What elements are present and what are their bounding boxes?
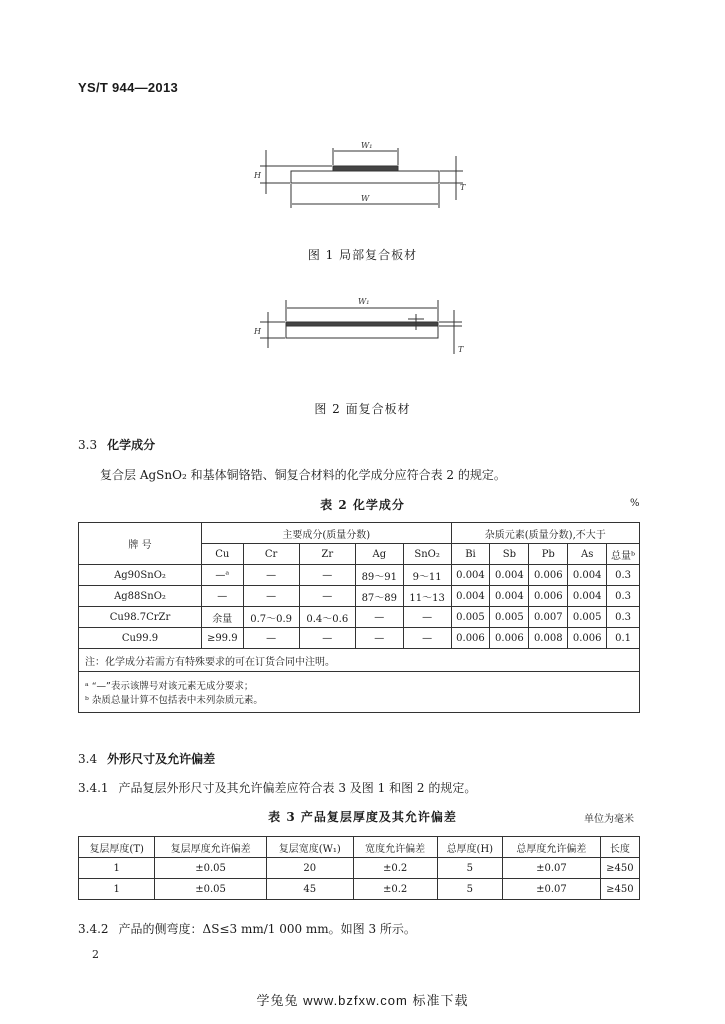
table-cell: ≥450	[600, 858, 639, 879]
table-cell: —	[355, 607, 403, 628]
fig1-h-label: H	[254, 171, 261, 180]
table-cell: ±0.2	[353, 858, 437, 879]
table-cell: ±0.07	[503, 879, 601, 900]
table-cell: 0.005	[490, 607, 529, 628]
table-cell: 20	[266, 858, 353, 879]
table-cell: Ag88SnO₂	[79, 586, 202, 607]
fig2-t-label: T	[458, 345, 464, 354]
table-cell: ±0.07	[503, 858, 601, 879]
table-cell: —	[202, 586, 244, 607]
t3-header-h-tol: 总厚度允许偏差	[503, 837, 601, 858]
table-cell: 0.004	[490, 565, 529, 586]
table-cell: ≥450	[600, 879, 639, 900]
table-cell: 5	[437, 858, 502, 879]
table-2-chemical-composition	[78, 522, 640, 713]
table-cell: Cu98.7CrZr	[79, 607, 202, 628]
table-cell: 0.7～0.9	[243, 607, 299, 628]
t2-note: 注：化学成分若需方有特殊要求的可在订货合同中注明。	[79, 649, 640, 672]
table-cell: 0.3	[607, 586, 640, 607]
t2-impurity-header: 杂质元素(质量分数),不大于	[451, 523, 639, 544]
table-cell: 0.006	[529, 586, 568, 607]
table-2-title: 表 2 化学成分	[320, 498, 405, 512]
table-3-unit: 单位为毫米	[584, 814, 634, 825]
table-cell: 0.006	[451, 628, 490, 649]
table-row	[79, 628, 640, 649]
table-cell: 0.1	[607, 628, 640, 649]
table-cell: ±0.2	[353, 879, 437, 900]
table-cell: Ag90SnO₂	[79, 565, 202, 586]
table-cell: 0.008	[529, 628, 568, 649]
t3-header-length: 长度	[600, 837, 639, 858]
t2-col-sno2: SnO₂	[403, 544, 451, 565]
table-cell: 0.3	[607, 565, 640, 586]
t2-col-as: As	[568, 544, 607, 565]
table-cell: 87～89	[355, 586, 403, 607]
t3-header-h: 总厚度(H)	[437, 837, 502, 858]
table-cell: 0.006	[529, 565, 568, 586]
table-3-title: 表 3 产品复层厚度及其允许偏差	[268, 810, 457, 824]
t2-col-bi: Bi	[451, 544, 490, 565]
t2-brand-header: 牌 号	[79, 523, 202, 565]
table-cell: —	[299, 586, 355, 607]
table-cell: —	[243, 565, 299, 586]
table-cell: 1	[79, 858, 155, 879]
table-cell: —	[243, 586, 299, 607]
page-number: 2	[92, 948, 99, 961]
table-cell: —	[299, 565, 355, 586]
t3-header-w-tol: 宽度允许偏差	[353, 837, 437, 858]
table-cell: 0.004	[568, 586, 607, 607]
table-cell: 余量	[202, 607, 244, 628]
table-cell: 5	[437, 879, 502, 900]
fig1-w1-label: W₁	[361, 141, 373, 150]
table-row	[79, 565, 640, 586]
table-cell: 45	[266, 879, 353, 900]
fig2-w1-label: W₁	[358, 297, 370, 306]
table-cell: ≥99.9	[202, 628, 244, 649]
fig2-h-label: H	[254, 327, 261, 336]
table-cell: 0.4～0.6	[299, 607, 355, 628]
table-cell: 0.004	[451, 565, 490, 586]
table-cell: 0.005	[451, 607, 490, 628]
table-cell: 0.004	[451, 586, 490, 607]
section-3-4-1: 3.4.1 产品复层外形尺寸及其允许偏差应符合表 3 及图 1 和图 2 的规定。	[78, 781, 477, 795]
table-cell: 0.004	[490, 586, 529, 607]
t3-header-t-tol: 复层厚度允许偏差	[155, 837, 266, 858]
figure-1-caption: 图 1 局部复合板材	[307, 248, 418, 262]
table-cell: —	[243, 628, 299, 649]
table-cell: 0.005	[568, 607, 607, 628]
table-cell: 89～91	[355, 565, 403, 586]
table-row	[79, 879, 640, 900]
t2-col-zr: Zr	[299, 544, 355, 565]
figure-2-caption: 图 2 面复合板材	[314, 402, 411, 416]
table-cell: —	[299, 628, 355, 649]
table-cell: 11～13	[403, 586, 451, 607]
t2-footnote-a: ᵃ “—”表示该牌号对该元素无成分要求；	[79, 672, 640, 693]
t2-main-header: 主要成分(质量分数)	[202, 523, 452, 544]
section-3-3-body: 复合层 AgSnO₂ 和基体铜铬锆、铜复合材料的化学成分应符合表 2 的规定。	[100, 468, 506, 482]
site-footer: 学兔兔 www.bzfxw.com 标准下载	[256, 993, 469, 1008]
table-row	[79, 607, 640, 628]
t2-col-ag: Ag	[355, 544, 403, 565]
table-cell: 9～11	[403, 565, 451, 586]
t2-footnote-b: ᵇ 杂质总量计算不包括表中未列杂质元素。	[79, 692, 640, 713]
section-3-4-2: 3.4.2 产品的侧弯度：ΔS≤3 mm/1 000 mm。如图 3 所示。	[78, 922, 416, 936]
table-cell: 0.006	[568, 628, 607, 649]
t2-col-pb: Pb	[529, 544, 568, 565]
table-cell: 0.006	[490, 628, 529, 649]
table-2-unit: %	[630, 498, 640, 509]
t2-col-cu: Cu	[202, 544, 244, 565]
section-3-4-heading: 3.4 外形尺寸及允许偏差	[78, 752, 216, 766]
t3-header-w1: 复层宽度(W₁)	[266, 837, 353, 858]
table-cell: —ᵃ	[202, 565, 244, 586]
table-cell: Cu99.9	[79, 628, 202, 649]
table-row	[79, 858, 640, 879]
table-3-thickness-tolerance	[78, 836, 640, 900]
table-cell: 0.007	[529, 607, 568, 628]
t2-col-total: 总量ᵇ	[607, 544, 640, 565]
figure-2-drawing	[248, 292, 478, 372]
table-cell: 1	[79, 879, 155, 900]
table-cell: —	[403, 607, 451, 628]
table-cell: ±0.05	[155, 858, 266, 879]
t3-header-t: 复层厚度(T)	[79, 837, 155, 858]
section-3-3-heading: 3.3 化学成分	[78, 438, 156, 452]
fig1-t-label: T	[460, 183, 466, 192]
figure-1-drawing	[248, 138, 478, 218]
t2-col-cr: Cr	[243, 544, 299, 565]
table-cell: —	[403, 628, 451, 649]
standard-number: YS/T 944—2013	[78, 80, 179, 95]
table-cell: —	[355, 628, 403, 649]
table-cell: ±0.05	[155, 879, 266, 900]
fig1-w-label: W	[361, 194, 370, 203]
table-cell: 0.3	[607, 607, 640, 628]
table-row	[79, 586, 640, 607]
t2-col-sb: Sb	[490, 544, 529, 565]
table-cell: 0.004	[568, 565, 607, 586]
